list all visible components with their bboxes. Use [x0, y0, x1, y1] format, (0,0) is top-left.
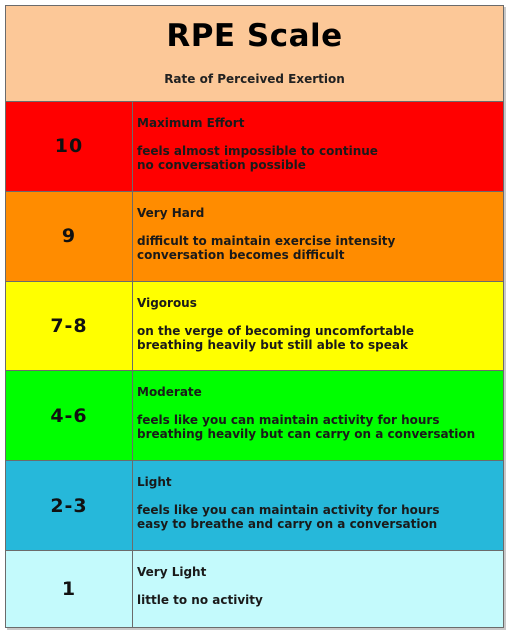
scale-label: Very Light — [137, 565, 207, 580]
scale-detail-line: little to no activity — [137, 593, 263, 608]
scale-row-4-6 — [6, 371, 503, 461]
scale-level: 9 — [6, 192, 133, 281]
scale-description — [133, 371, 503, 460]
scale-label: Very Hard — [137, 205, 205, 220]
scale-label: Light — [137, 475, 172, 490]
scale-detail-line: feels like you can maintain activity for hours — [137, 413, 440, 428]
table-header — [6, 6, 503, 102]
scale-row-1 — [6, 551, 503, 627]
scale-detail-line: breathing heavily but still able to speak — [137, 337, 408, 352]
scale-detail-line: feels almost impossible to continue — [137, 143, 378, 158]
scale-detail-line: conversation becomes difficult — [137, 247, 345, 262]
scale-level: 10 — [6, 102, 133, 191]
scale-detail-line: feels like you can maintain activity for hours — [137, 503, 440, 518]
page-title: RPE Scale — [166, 18, 343, 54]
scale-label: Maximum Effort — [137, 115, 245, 130]
scale-detail-line: difficult to maintain exercise intensity — [137, 233, 396, 248]
scale-row-2-3 — [6, 461, 503, 551]
scale-description — [133, 102, 503, 191]
scale-row-7-8 — [6, 282, 503, 372]
scale-description — [133, 282, 503, 371]
scale-description — [133, 192, 503, 281]
rpe-scale-table — [5, 5, 504, 628]
scale-description — [133, 551, 503, 627]
scale-level: 2-3 — [6, 461, 133, 550]
scale-level: 1 — [6, 551, 133, 627]
scale-label: Moderate — [137, 385, 202, 400]
page-subtitle: Rate of Perceived Exertion — [164, 72, 345, 86]
scale-level: 7-8 — [6, 282, 133, 371]
scale-description — [133, 461, 503, 550]
scale-detail-line: no conversation possible — [137, 157, 306, 172]
scale-label: Vigorous — [137, 295, 197, 310]
scale-level: 4-6 — [6, 371, 133, 460]
scale-row-10 — [6, 102, 503, 192]
scale-detail-line: on the verge of becoming uncomfortable — [137, 323, 415, 338]
scale-detail-line: breathing heavily but can carry on a conversation — [137, 427, 476, 442]
scale-detail-line: easy to breathe and carry on a conversation — [137, 517, 438, 532]
scale-row-9 — [6, 192, 503, 282]
